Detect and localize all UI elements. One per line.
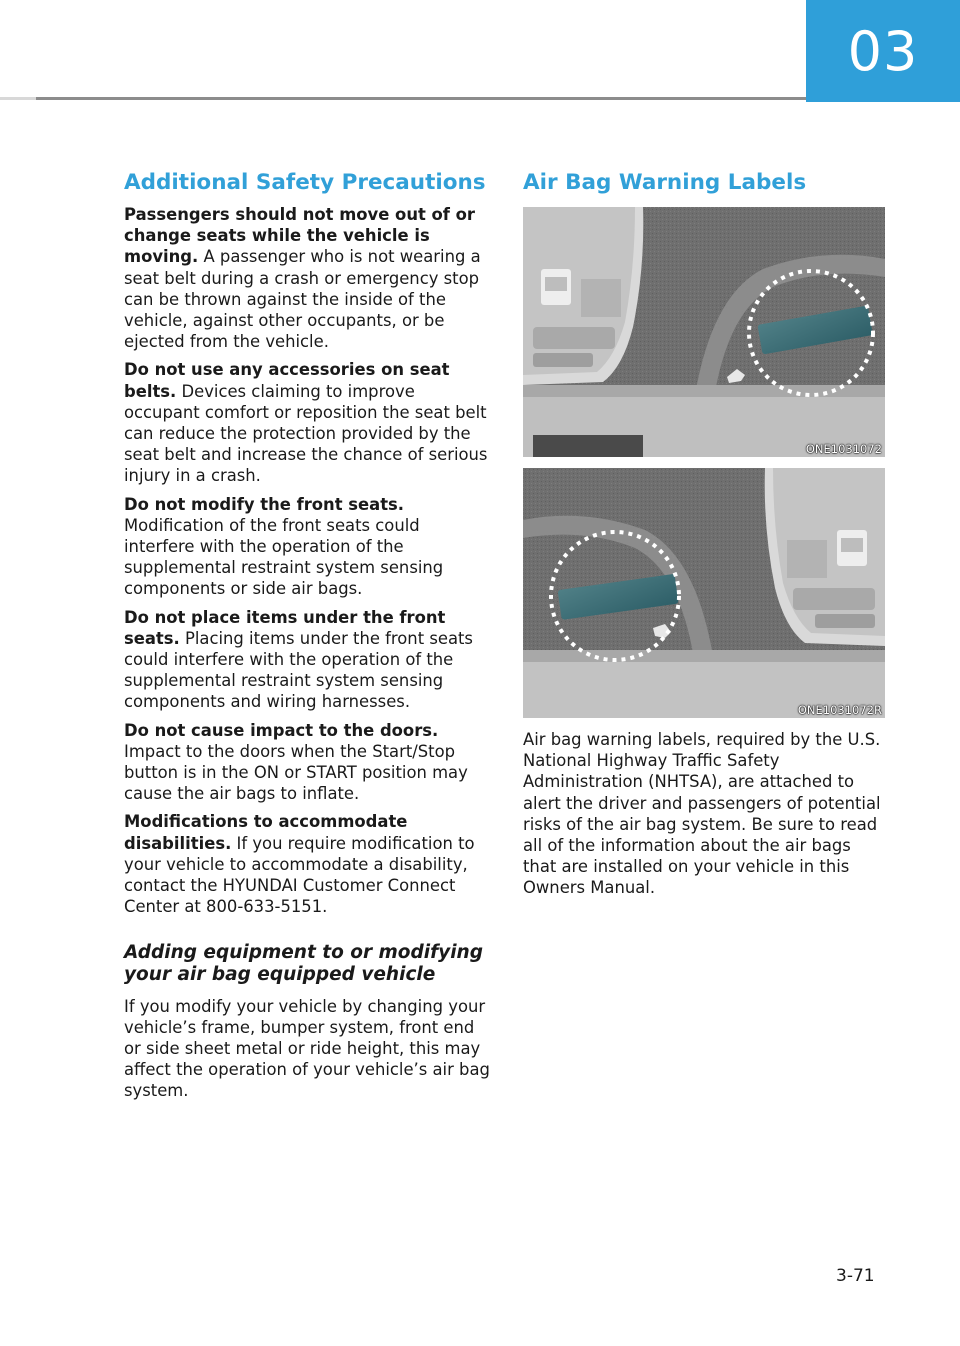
paragraph-seat-belt-accessories [124, 359, 494, 486]
para-text: If you require modification to your vehicle to accommodate a disability, contact the HYUNDAI Customer Connect Center at 800-633-5151. [124, 833, 475, 917]
paragraph-impact-doors [124, 720, 494, 805]
photo-sun-visor-label-right [523, 468, 885, 718]
paragraph-warning-labels: Air bag warning labels, required by the U.S. National Highway Traffic Safety Administration (NHTSA), are attached to alert the driver and passengers of potential risks of the air bag system. Be sure to read all of the information about the air bags that are installed on your vehicle in this Owners Manual. [523, 730, 881, 898]
para-heading: Do not cause impact to the doors. [124, 720, 439, 740]
headliner-illustration [523, 468, 885, 718]
right-column [523, 170, 885, 906]
photo-sun-visor-label-left [523, 207, 885, 457]
paragraph-disabilities [124, 811, 494, 917]
section-title-warning-labels: Air Bag Warning Labels [523, 170, 807, 195]
para-heading: Modifications to accommodate disabilities. [124, 812, 408, 853]
header-rule [0, 97, 806, 100]
para-text: Impact to the doors when the Start/Stop button is in the ON or START position may cause the air bags to inflate. [124, 741, 468, 804]
paragraph-modify-vehicle: If you modify your vehicle by changing your vehicle’s frame, bumper system, front end or side sheet metal or ride height, this may affect the operation of your vehicle’s air bag system. [124, 996, 490, 1101]
chapter-number: 03 [847, 19, 919, 83]
para-heading: Do not place items under the front seats. [124, 607, 446, 648]
chapter-tab [806, 0, 960, 102]
paragraph-items-under-seats [124, 607, 494, 713]
para-text: Devices claiming to improve occupant comfort or reposition the seat belt can reduce the protection provided by the seat belt and increase the chance of serious injury in a crash. [124, 381, 488, 486]
para-text: Placing items under the front seats could interfere with the operation of the supplemental restraint system sensing components and wiring harnesses. [124, 628, 473, 712]
para-text: Modification of the front seats could interfere with the operation of the supplemental restraint system sensing components or side air bags. [124, 515, 444, 599]
image-code: ONE1031072 [805, 442, 882, 456]
para-heading: Do not modify the front seats. [124, 494, 405, 514]
headliner-illustration [523, 207, 885, 457]
paragraph-modify-front-seats [124, 494, 494, 600]
para-heading: Passengers should not move out of or change seats while the vehicle is moving. [124, 205, 475, 267]
section-title-safety-precautions: Additional Safety Precautions [124, 170, 486, 195]
para-text: A passenger who is not wearing a seat belt during a crash or emergency stop can be thrown against the inside of the vehicle, against other occupants, or be ejected from the vehicle. [124, 247, 481, 352]
subheading-adding-equipment: Adding equipment to or modifying your air bag equipped vehicle [124, 941, 483, 985]
left-column [124, 170, 494, 1109]
paragraph-change-seats [124, 204, 494, 352]
page-number: 3-71 [836, 1266, 875, 1286]
para-heading: Do not use any accessories on seat belts. [124, 360, 450, 401]
image-code: ONE1031072R [797, 703, 882, 717]
